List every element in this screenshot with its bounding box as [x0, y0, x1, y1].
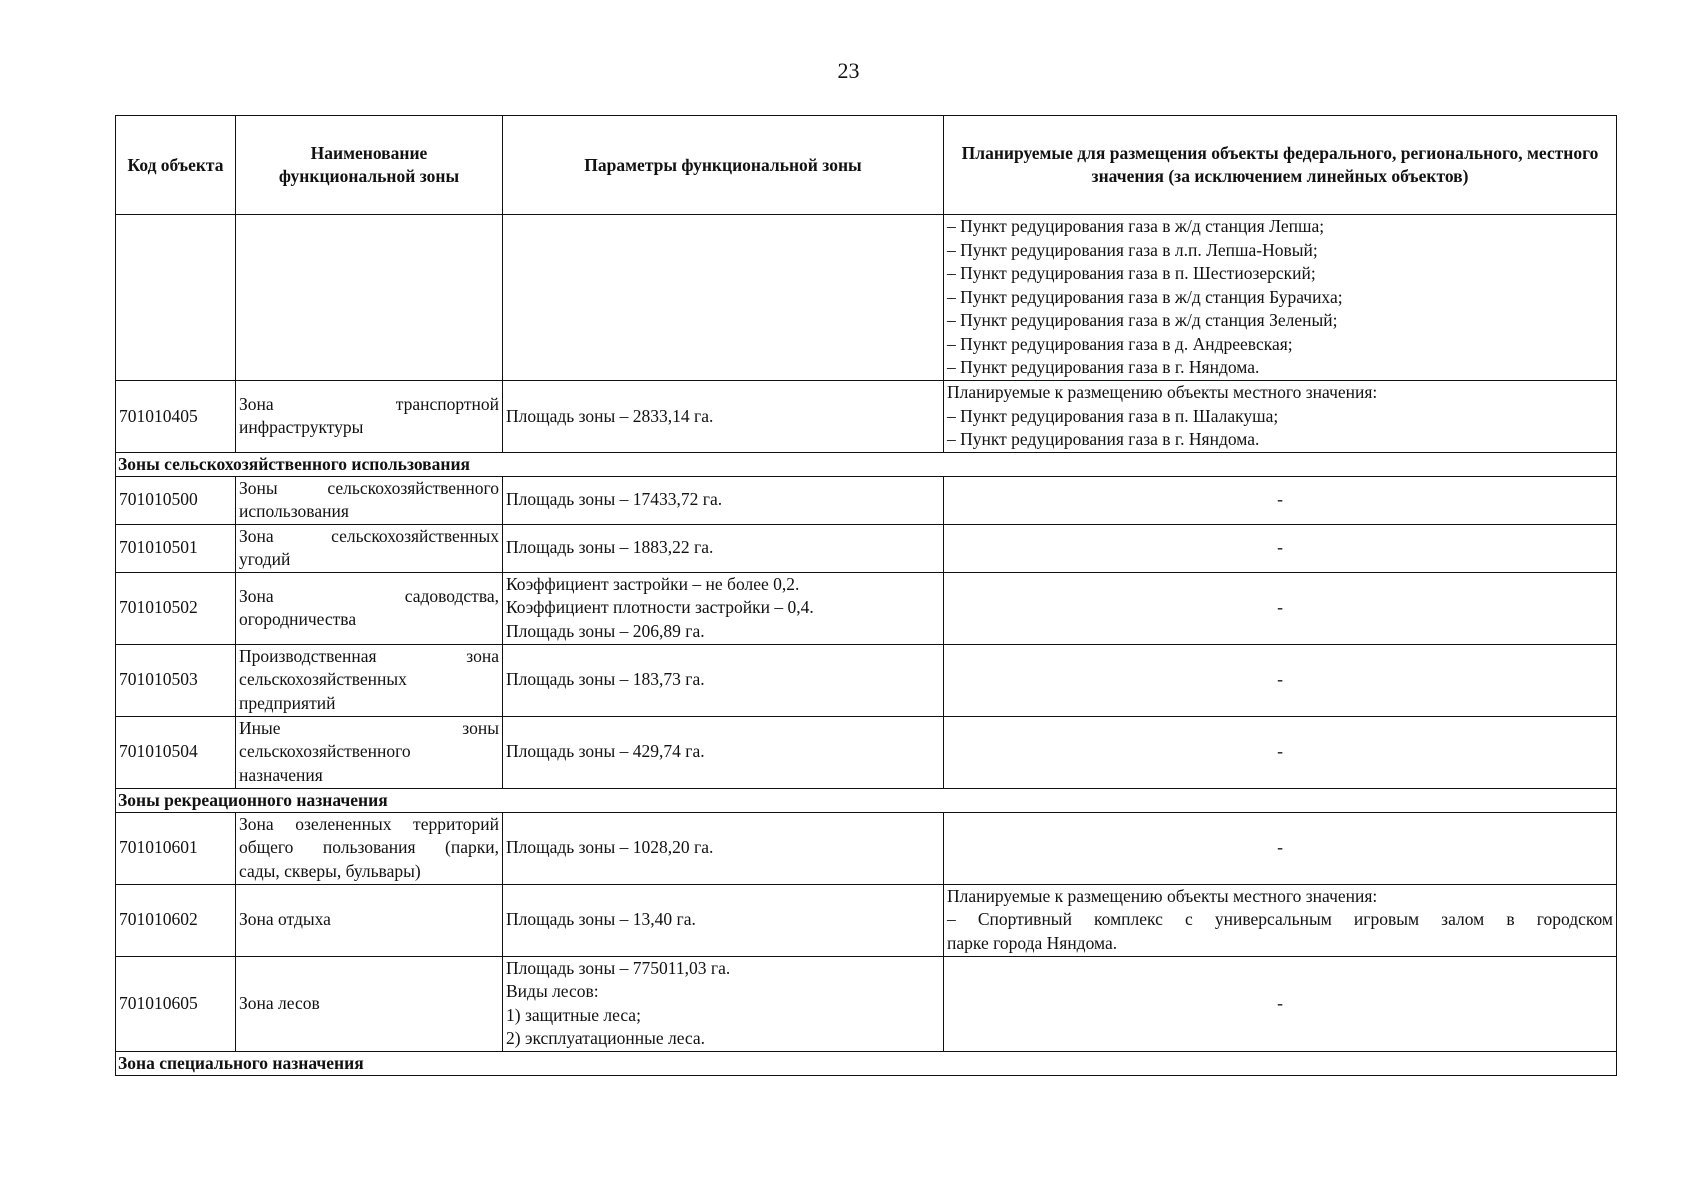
object-line: – Пункт редуцирования газа в д. Андреевская;: [947, 333, 1293, 354]
header-params: Параметры функциональной зоны: [503, 116, 944, 215]
cell-name: [236, 381, 503, 453]
param-line: Виды лесов:: [506, 981, 599, 1001]
name-line: Зона озелененных территорий: [239, 813, 499, 834]
cell-objects: -: [944, 716, 1617, 788]
object-line: Планируемые к размещению объекты местного значения:: [947, 382, 1378, 402]
cell-name: Зона лесов: [236, 956, 503, 1051]
cell-name: [236, 572, 503, 644]
section-title: Зоны сельскохозяйственного использования: [116, 452, 1617, 476]
name-line: предприятий: [239, 692, 336, 713]
header-name: Наименование функциональной зоны: [236, 116, 503, 215]
cell-objects: -: [944, 644, 1617, 716]
table-row: [116, 572, 1617, 644]
object-line: – Пункт редуцирования газа в л.п. Лепша-Новый;: [947, 239, 1318, 260]
section-row: [116, 1051, 1617, 1075]
table-row: [116, 956, 1617, 1051]
name-line: сельскохозяйственных: [239, 669, 407, 690]
param-line: 2) эксплуатационные леса.: [506, 1028, 706, 1048]
table-row-continued: [116, 215, 1617, 381]
section-title: Зона специального назначения: [116, 1051, 1617, 1075]
object-line: – Пункт редуцирования газа в п. Шестиозерский;: [947, 263, 1316, 284]
name-line: Зона сельскохозяйственных: [239, 525, 499, 546]
param-line: Площадь зоны – 775011,03 га.: [506, 957, 731, 978]
param-line: Коэффициент застройки – не более 0,2.: [506, 573, 800, 594]
object-line: – Пункт редуцирования газа в ж/д станция Бурачиха;: [947, 286, 1343, 307]
cell-params: Площадь зоны – 1883,22 га.: [503, 524, 944, 572]
header-code: Код объекта: [116, 116, 236, 215]
section-title: Зоны рекреационного назначения: [116, 788, 1617, 812]
table-row: [116, 381, 1617, 453]
cell-name: [236, 215, 503, 381]
table-row: [116, 812, 1617, 884]
cell-code: 701010502: [116, 572, 236, 644]
table-row: [116, 476, 1617, 524]
cell-code: 701010405: [116, 381, 236, 453]
name-line: Зона транспортной: [239, 393, 499, 414]
table-header-row: [116, 116, 1617, 215]
object-line: – Пункт редуцирования газа в ж/д станция Лепша;: [947, 216, 1325, 237]
name-line: Производственная зона: [239, 645, 499, 666]
cell-params: [503, 215, 944, 381]
cell-name: [236, 812, 503, 884]
name-line: использования: [239, 501, 349, 521]
table-row: [116, 644, 1617, 716]
cell-code: [116, 215, 236, 381]
table-row: [116, 884, 1617, 956]
name-line: огородничества: [239, 609, 357, 629]
cell-name: [236, 524, 503, 572]
name-line: инфраструктуры: [239, 417, 364, 438]
cell-params: Площадь зоны – 1028,20 га.: [503, 812, 944, 884]
cell-objects: -: [944, 812, 1617, 884]
table-row: [116, 716, 1617, 788]
cell-code: 701010601: [116, 812, 236, 884]
name-line: сады, скверы, бульвары): [239, 860, 421, 881]
cell-objects: -: [944, 956, 1617, 1051]
object-line: – Пункт редуцирования газа в г. Няндома.: [947, 429, 1260, 449]
cell-objects: -: [944, 572, 1617, 644]
param-line: Площадь зоны – 206,89 га.: [506, 620, 705, 641]
cell-name: [236, 716, 503, 788]
cell-objects: [944, 215, 1617, 381]
cell-name: [236, 476, 503, 524]
page-number: 23: [837, 58, 860, 83]
section-row: [116, 452, 1617, 476]
cell-name: [236, 644, 503, 716]
object-line: – Пункт редуцирования газа в г. Няндома.: [947, 357, 1260, 378]
cell-params: [503, 956, 944, 1051]
cell-params: Площадь зоны – 183,73 га.: [503, 644, 944, 716]
cell-code: 701010605: [116, 956, 236, 1051]
name-line: Иные зоны: [239, 717, 499, 738]
param-line: 1) защитные леса;: [506, 1004, 641, 1025]
name-line: общего пользования (парки,: [239, 837, 499, 858]
section-row: [116, 788, 1617, 812]
table-row: [116, 524, 1617, 572]
cell-params: Площадь зоны – 2833,14 га.: [503, 381, 944, 453]
cell-params: [503, 572, 944, 644]
object-line: – Пункт редуцирования газа в ж/д станция Зеленый;: [947, 310, 1338, 331]
cell-objects: -: [944, 524, 1617, 572]
cell-params: Площадь зоны – 13,40 га.: [503, 884, 944, 956]
cell-objects: -: [944, 476, 1617, 524]
param-line: Коэффициент плотности застройки – 0,4.: [506, 597, 814, 618]
cell-params: Площадь зоны – 429,74 га.: [503, 716, 944, 788]
name-line: угодий: [239, 549, 291, 569]
cell-params: Площадь зоны – 17433,72 га.: [503, 476, 944, 524]
object-line: – Пункт редуцирования газа в п. Шалакуша;: [947, 405, 1279, 426]
name-line: назначения: [239, 764, 323, 785]
cell-code: 701010501: [116, 524, 236, 572]
name-line: Зоны сельскохозяйственного: [239, 477, 499, 498]
cell-objects: [944, 884, 1617, 956]
cell-code: 701010503: [116, 644, 236, 716]
object-line: – Спортивный комплекс с универсальным игровым залом в городском: [947, 909, 1613, 930]
cell-code: 701010500: [116, 476, 236, 524]
object-line: Планируемые к размещению объекты местного значения:: [947, 885, 1378, 906]
object-line: парке города Няндома.: [947, 932, 1118, 953]
cell-code: 701010504: [116, 716, 236, 788]
header-objects: Планируемые для размещения объекты федерального, регионального, местного значения (за исключением линейных объектов): [944, 116, 1617, 215]
cell-objects: [944, 381, 1617, 453]
cell-name: Зона отдыха: [236, 884, 503, 956]
zones-table: [115, 115, 1617, 1076]
name-line: сельскохозяйственного: [239, 741, 411, 762]
cell-code: 701010602: [116, 884, 236, 956]
name-line: Зона садоводства,: [239, 585, 499, 606]
